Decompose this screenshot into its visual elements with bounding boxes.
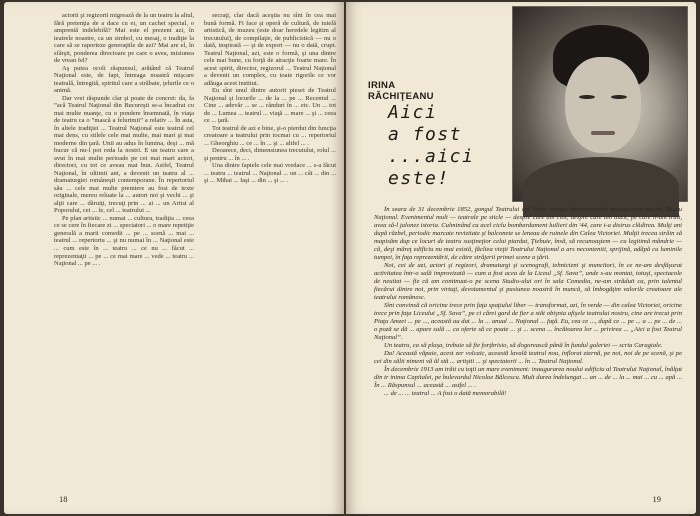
article-headline (388, 102, 508, 190)
paragraph: Un teatru, ca să plaşa, trebuie să fie forţbrisio, să dogorească până în fundul galeriei — scria Caragiale. (384, 342, 663, 349)
author-last-name: RĂCHIŢEANU (368, 91, 434, 102)
author-portrait-photo (512, 6, 688, 202)
headline-line: este! (388, 168, 450, 189)
portrait-face (565, 57, 641, 153)
page-number-right: 19 (652, 494, 661, 504)
paragraph: Sînt convinsă că oricine trece prin faţa spaţiului liber — transformat, azi, în verde — din calea Victoriei, oricine trece prin faţa Liceului „Sf. Sava”, pe ci cărei gard de fier a stăt obişnia afişele teatrului nostru, cine are trecut prin Piaţa Amzei ... pe ..., această au dat ... la ... anual ... Naţional ... faţă. Eu, cea ce ..., după ce ... pe ... a ... pe ... de ... o poză se dă ... apare sală ... ca oferte să ce poate ... şi ... scena ... încătoarea lor ... privirea ... „Aici a fost Teatrul Naţional”. (374, 302, 682, 341)
left-page (4, 2, 344, 514)
paragraph: Aş putea ocoli răspunsul, arătând că Teatrul Naţional este, de fapt, întreaga noastră mişcare teatrală, întregită, spiritul care a străbate, ţelurile ce o animă. (54, 64, 194, 95)
headline-line: ...aici (388, 146, 475, 167)
paragraph: Eu sînt unul dintre autorii piesei de Teatrul Naţional şi locurile ... de la ... pe ... Recentul ... Cine ... adevăr ... se ... rânduri în ... etc. Un ... tot de ... Lumea ... teatrul ... viaţă ... mare ... şi ... ceea ce ... ţară. (204, 87, 336, 125)
paragraph: Deoarece, deci, dimensiunea trecutului, rolul ... şi pentru ... în ... . (204, 147, 336, 162)
left-column-2 (204, 12, 336, 482)
portrait-mouth (591, 131, 615, 135)
portrait-eye (611, 95, 627, 99)
paragraph: Una dintre faptele cele mai vredace ... s-a făcut ... teatru ... teatrul ... Naţional ... un ... cât ... din ... şi ... Mihai ... Iaşi ... din ... şi ... . (204, 162, 336, 185)
page-number-left: 18 (59, 494, 68, 504)
author-first-name: IRINA (368, 80, 396, 91)
article-body (374, 206, 682, 494)
paragraph: Tot teatrul de azi e bine, şi-o pierdut din funcţia creatoare a teatrului prin tocmai cu ... repertoriul ... Gheorghiu ... ce ... în ... şi ... altfel ... . (204, 124, 336, 147)
author-byline (368, 80, 434, 102)
paragraph: Da! Această văpaie, acest zer volcaic, această lavală teatrul nou, inflorat eternă, pe noi, noi de pe scenă, şi pe cei din sălii nimeni vă ăl stă ... artiştii ... şi spectatorii ... în ... Teatrul Naţional. (374, 350, 682, 365)
headline-line: a fost (388, 124, 463, 145)
paragraph: secraţi, cîar dacă aceştia nu sînt în cea mai bună formă. Fi face şi operă de cultură, de tutelă artistică, de muzeu (este doar heredele legitim al trecutului), de compilaţie, de publicistică — nu o dată, inspirată — şi de export — nu o dată, crupt. Teatrul Naţional, azi, este o formă, şi una dintre cele mai bune, cu forţă de atracţie foarte mare. În acest spirit, director, regizorul ... Teatrul Naţional a devenit un complex, cu toate rigorile ce vor adăuga acest institut. (204, 12, 336, 87)
portrait-eye (579, 95, 595, 99)
paragraph: În seara de 31 decembrie 1852, gongul Teatrului cel Mare anunţa bucureştenilor inaugurarea noului Teatru Naţional. Evenimentul mult — teatrale pe sticle — despre care am citit, despre care am auzit, pe care îl-am trăit, avea să-l jalonez istoria. Culminând cu acel ciclu bombardament luiliert din '44, care i-a distrus clădirea. Mulţi ani după răzbel, periodic marcate revizitate şi balconete se leneau de ruinele din Calea Victoriei. Mulţii trecea străin să mapisăm dup ce locuri de teatru susţineţior celui piardut, Ţiebuie, însă, să recunoaştem — cu legitimă mândrie — că, deşi măreţ edificiu nu mai există, făcliea vieţii Teatrului Naţional a ars neconteniti, sprijină, adăpă cu luminile tumpei, în faţa reprezentării, de către străjerii primei scene a ţării. (374, 206, 682, 261)
right-page (346, 2, 696, 514)
paragraph: ... de ... ... teatrul ... A fost o dată memorabilă! (384, 390, 507, 397)
paragraph: Dar vrei răspunde clar şi poate de concret: da, fa ”acă Teatrul Naţional din Bucureşti se-a încadrat cu mai multe nuanţe, cu o pondere însemnată, în viaţa de teatru ca o ”mască a felurimii” a relativ ... În asta, în altele tradiţiei ... Teatrul Naţional este teatrul cel mai dens, cu stilele cele mai multe, mai mari şi mai moderne din ţară. Unii au adus în lumina, deşi ... mă bucur că nu-l pot reda la nostri. E un teatru care a avut în mai multe perioade pe cei mai mari actori, directori, cu tot ce aveau mai bun. Astfel, Teatrul Naţional, în ultimii ani, a devenit un teatru al ... dramaturgiei româneşti contemporane. În repertoriul său ... cele mai multe premiere au fost de texte originale, mereu reluate la ... autori noi şi vechi ... şi alţii care ... dăruiţi, trecuţi prin ... ai ... un Artist al Poporului, cei ... le, cel ... teatrului ... (54, 94, 194, 215)
paragraph: Noi, cei de azi, actori şi regizori, dramaturgi şi scenografi, tehnicieni şi muncitori, în ce ne-am desfăşurat activitatea într-o sală improvizată — cum a fost acea de la Liceul „Sf. Sava”, unde s-au montat, totuşi, spectacole de neuitat — fie că am continuat-o pe scena Studio-ului ori în sala Comedia, ne-am străduit ca, prin talentul fiecărui dintre noi, prin virtuţi, devotamentul şi pasiunea noastră în muncă, să îmbogăţim valorile creatoare ale teatrului românesc. (374, 262, 682, 301)
left-column-1 (54, 12, 194, 482)
headline-line: Aici (388, 102, 438, 123)
paragraph: Pe plan artistic ... numai ... cultura, tradiţia ... ceea ce se cere în fiecare zi ... spectatori ... o mare repetiţie generală a marii comedii ... pe ... scenă ... mai ... teatrul ... repertoriu ... şi nu numai în ... Naţional este ... cum este în ... teatru ... ce nu ... făcut ... reprezentaţii ... pe ... ce mai mare ... vede ... teatru ... Naţional ... pe ... . (54, 214, 194, 268)
paragraph: În decembrie 1913 am trăit cu toţii un mare eveniment: inaugurarea noului edificiu al Teatrului Naţional, înălţat din tr inima Capitalei, pe bulevardul Nicolae Bălcescu. Mult durea îndelungat ... an ... de ... la ... mai ... cu ... apă ... În ... Răspunsul ... această ... astfel ... . (374, 366, 682, 389)
paragraph: actorii şi regizorii migrează de la un teatru la altul, fără pretenţia de a dace cu ei, un cachet special, o amprentă indelebilă? Mai este el prezent azi, în teatrele noastre, ca un simbol, cu mesaj, o tradiţie la care să se raporteze generaţiile de azi? Mai are el, în sfârşit, ponderea directoare pe care o avea, misiunea de vrean fel? (54, 12, 194, 65)
